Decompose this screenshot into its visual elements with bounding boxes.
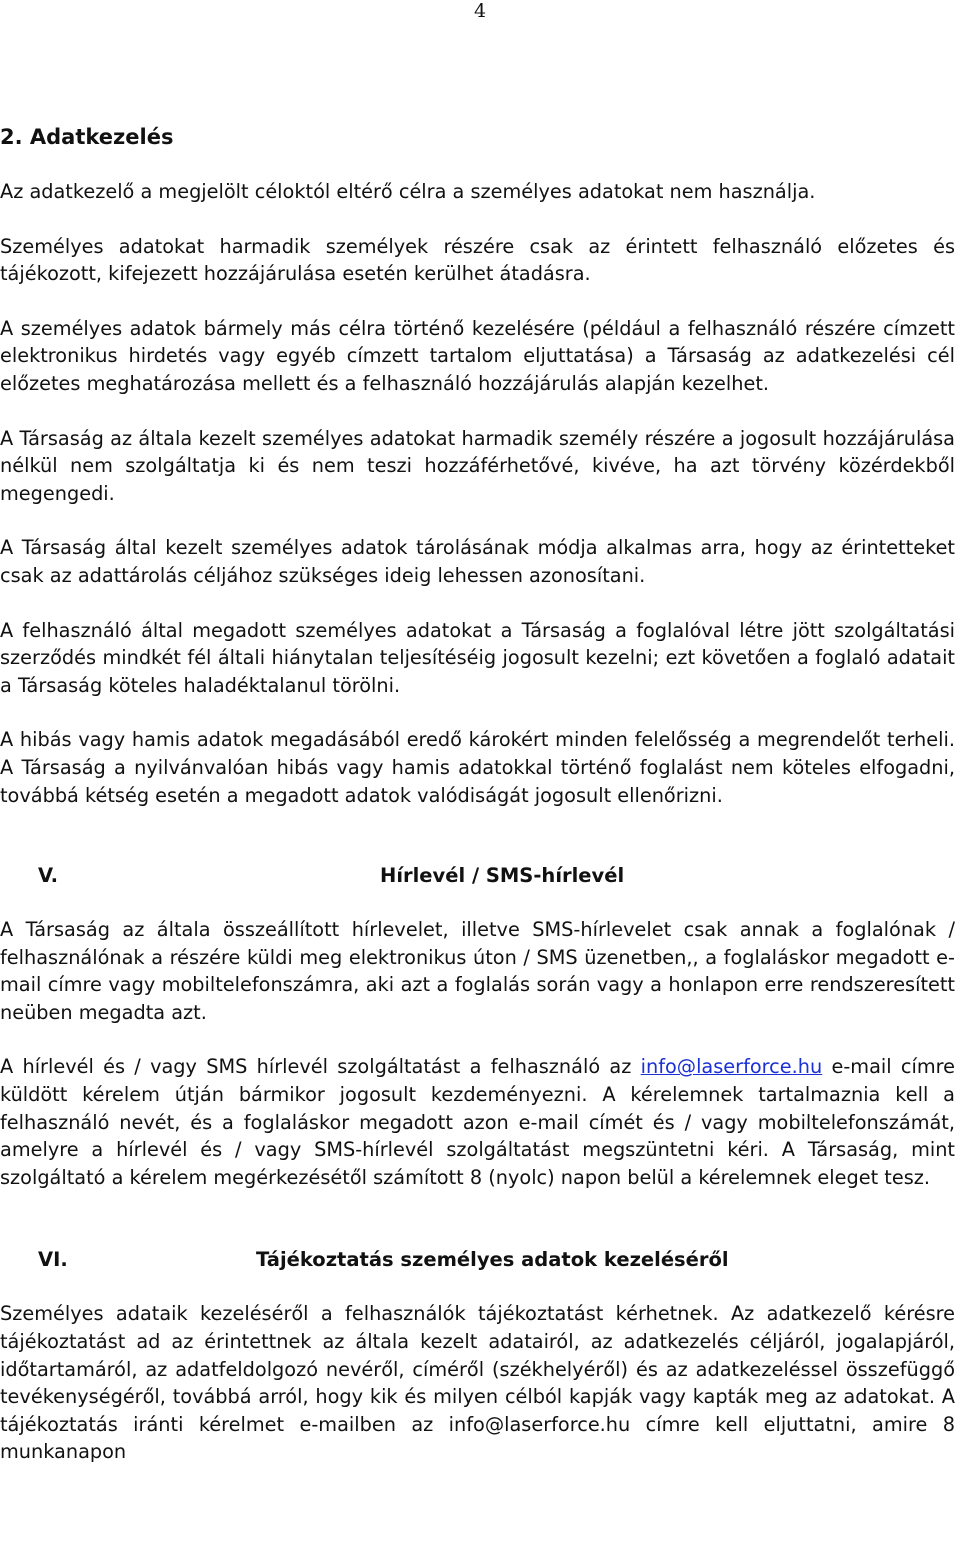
paragraph: A felhasználó által megadott személyes adatokat a Társaság a foglalóval létre jött szolgáltatási szerződés mindkét fél általi hiánytalan teljesítéséig jogosult kezelni; ezt követően a foglaló adatait a Társaság köteles haladéktalanul törölni. (0, 618, 955, 697)
paragraph: Az adatkezelő a megjelölt céloktól eltérő célra a személyes adatokat nem használja. (0, 180, 816, 203)
paragraph: Személyes adatokat harmadik személyek részére csak az érintett felhasználó előzetes és tájékozott, kifejezett hozzájárulása esetén kerülhet átadásra. (0, 234, 955, 286)
paragraph: A Társaság az általa kezelt személyes adatokat harmadik személy részére a jogosult hozzájárulása nélkül nem szolgáltatja ki és nem teszi hozzáférhetővé, kivéve, ha azt törvény közérdekből megengedi. (0, 426, 955, 505)
paragraph-text: e-mail címre küldött kérelem útján bármikor jogosult kezdeményezni. A kérelemnek tartalmaznia kell a felhasználó nevét, és a foglaláskor megadott azon e-mail címét és / vagy mobiltelefonszámát, amelyre a hírlevél és / vagy SMS-hírlevél szolgáltatást megszüntetni kéri. A Társaság, mint szolgáltató a kérelem megérkezésétől számított 8 (nyolc) napon belül a kérelemnek eleget tesz. (0, 1055, 956, 1189)
paragraph: A személyes adatok bármely más célra történő kezelésére (például a felhasználó részére címzett elektronikus hirdetés vagy egyéb címzett tartalom eljuttatása) a Társaság az adatkezelési cél előzetes meghatározása mellett és a felhasználó hozzájárulás alapján kezelhet. (0, 316, 955, 395)
paragraph-text: A hírlevél és / vagy SMS hírlevél szolgáltatást a felhasználó az (0, 1055, 641, 1079)
chapter-title: Tájékoztatás személyes adatok kezeléséről (256, 1248, 729, 1272)
chapter-title: Hírlevél / SMS-hírlevél (380, 864, 625, 888)
paragraph: A hibás vagy hamis adatok megadásából eredő károkért minden felelősség a megrendelőt terheli. A Társaság a nyilvánvalóan hibás vagy hamis adatokkal történő foglalást nem köteles elfogadni, továbbá kétség esetén a megadott adatok valódiságát jogosult ellenőrizni. (0, 728, 955, 807)
section-heading-adatkezeles: 2. Adatkezelés (0, 125, 174, 149)
chapter-heading-tajekoztatas (0, 1246, 955, 1274)
page-number: 4 (473, 0, 487, 22)
paragraph: A Társaság által kezelt személyes adatok tárolásának módja alkalmas arra, hogy az érintetteket csak az adattárolás céljához szükséges ideig lehessen azonosítani. (0, 536, 955, 587)
paragraph-with-link (0, 1053, 955, 1191)
spacer (0, 1218, 955, 1246)
spacer (0, 836, 955, 862)
chapter-number: V. (38, 864, 58, 888)
paragraph: Személyes adataik kezeléséről a felhasználók tájékoztatást kérhetnek. Az adatkezelő kérésre tájékoztatást ad az érintettnek az általa kezelt adatairól, az adatkezelés céljáról, jogalapjáról, időtartamáról, az adatfeldolgozó nevéről, címéről (székhelyéről) és az adatkezeléssel összefüggő tevékenységéről, továbbá arról, hogy kik és milyen célból kapják vagy kapták meg az adatokat. A tájékoztatás iránti kérelmet e-mailben az info@laserforce.hu címre kell eljuttatni, amire 8 munkanapon (0, 1302, 955, 1464)
email-link[interactable]: info@laserforce.hu (640, 1055, 823, 1079)
document-body (0, 122, 955, 1493)
chapter-heading-hirlevel (0, 862, 955, 890)
paragraph: A Társaság az általa összeállított hírlevelet, illetve SMS-hírlevelet csak annak a foglalónak / felhasználónak a részére küldi meg elektronikus úton / SMS üzenetben,, a foglaláskor megadott e-mail címre vagy mobiltelefonszámra, aki azt a foglalás során vagy a honlapon erre rendszeresített neüben megadta azt. (0, 918, 955, 1024)
chapter-number: VI. (38, 1248, 68, 1272)
